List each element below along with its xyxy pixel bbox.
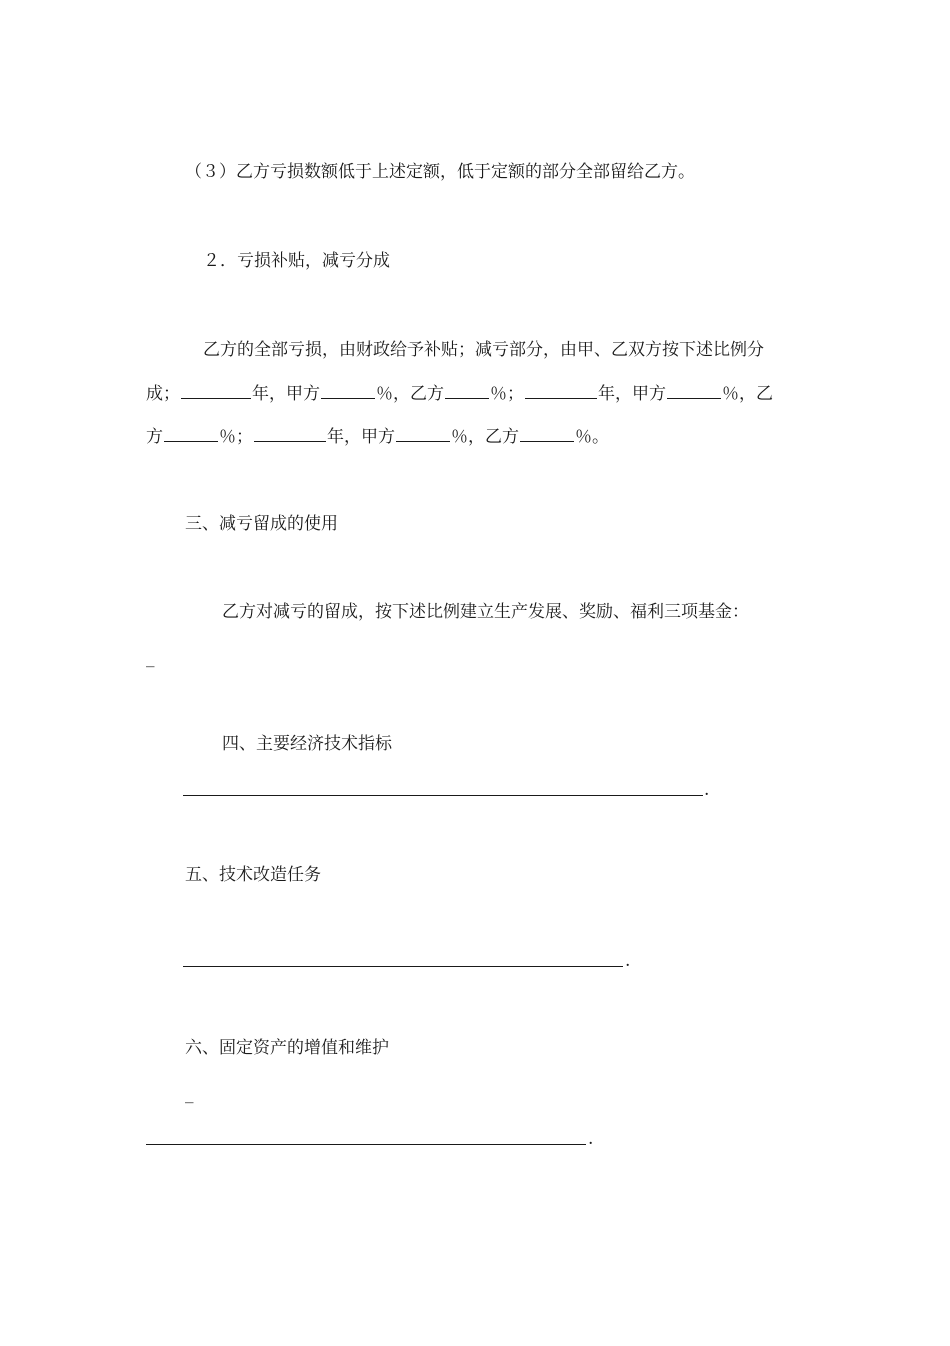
jiafang-pct-blank-3[interactable] (396, 425, 450, 442)
subsection-2-heading: ２．亏损补贴，减亏分成 (203, 251, 390, 271)
section-3-blank-mark[interactable]: _ (146, 648, 155, 668)
text-pct-4: ％； (219, 427, 253, 447)
year-blank-2[interactable] (525, 382, 597, 399)
section-5-heading: 五、技术改造任务 (185, 865, 321, 885)
text-jiafang-1: 甲方 (286, 384, 320, 404)
text-yi-end: 乙 (756, 384, 773, 404)
text-jiafang-3: 甲方 (361, 427, 395, 447)
year-blank-3[interactable] (254, 425, 326, 442)
text-cheng: 成； (146, 384, 180, 404)
subsidy-paragraph-line-3 (146, 425, 609, 448)
section-5-period: . (625, 951, 631, 971)
jiafang-pct-blank-1[interactable] (321, 382, 375, 399)
text-pct-5: ％， (451, 427, 485, 447)
text-nian-2: 年， (598, 384, 632, 404)
section-6-blank-mark[interactable]: _ (185, 1084, 194, 1104)
text-jiafang-2: 甲方 (632, 384, 666, 404)
section-5-fill-line[interactable] (183, 966, 623, 967)
subsidy-paragraph-line-2 (146, 382, 773, 405)
section-3-body: 乙方对减亏的留成，按下述比例建立生产发展、奖励、福利三项基金： (222, 602, 749, 622)
text-yifang-1: 乙方 (410, 384, 444, 404)
section-4-period: . (704, 780, 710, 800)
text-nian-3: 年， (327, 427, 361, 447)
text-pct-6: ％。 (575, 427, 609, 447)
text-yifang-2: 乙方 (485, 427, 519, 447)
text-pct-2: ％； (490, 384, 524, 404)
yifang-pct-blank-3[interactable] (520, 425, 574, 442)
item-3-text: （３）乙方亏损数额低于上述定额，低于定额的部分全部留给乙方。 (185, 162, 695, 182)
section-4-fill-line[interactable] (183, 795, 703, 796)
year-blank-1[interactable] (181, 382, 251, 399)
text-pct-1: ％， (376, 384, 410, 404)
text-nian-1: 年， (252, 384, 286, 404)
text-pct-3: ％， (722, 384, 756, 404)
text-fang-start: 方 (146, 427, 163, 447)
section-6-heading: 六、固定资产的增值和维护 (185, 1038, 389, 1058)
yifang-pct-blank-2[interactable] (164, 425, 218, 442)
section-4-heading: 四、主要经济技术指标 (222, 734, 392, 754)
yifang-pct-blank-1[interactable] (445, 382, 489, 399)
section-6-fill-line[interactable] (146, 1144, 586, 1145)
jiafang-pct-blank-2[interactable] (667, 382, 721, 399)
section-6-period: . (588, 1129, 594, 1149)
section-3-heading: 三、减亏留成的使用 (185, 514, 338, 534)
subsidy-paragraph-line-1: 乙方的全部亏损，由财政给予补贴；减亏部分，由甲、乙双方按下述比例分 (203, 340, 764, 360)
